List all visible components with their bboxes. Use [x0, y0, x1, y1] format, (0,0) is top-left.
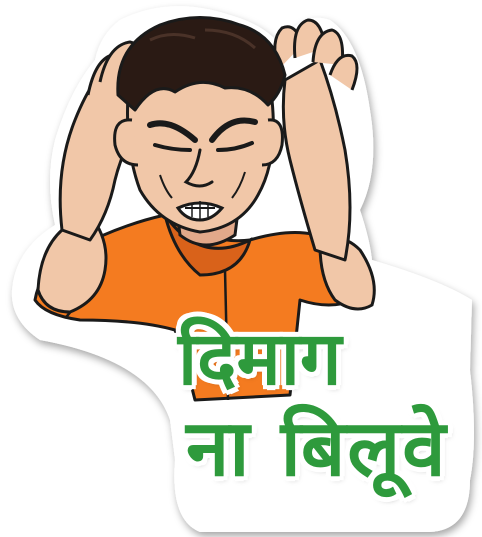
- caption-line-1: दिमाग: [178, 316, 342, 402]
- caption-line-2: ना बिलूवे: [186, 404, 448, 494]
